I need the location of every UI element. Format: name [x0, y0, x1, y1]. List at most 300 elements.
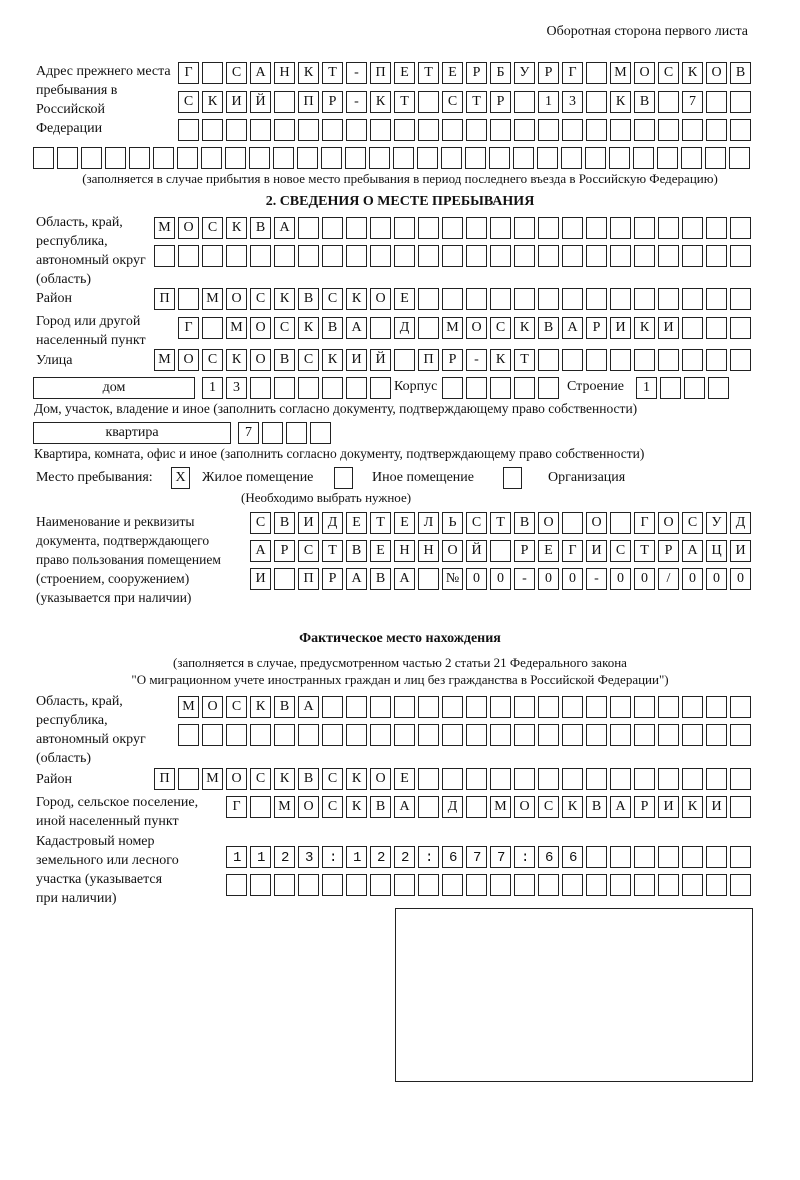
char-cell[interactable]: А — [394, 568, 415, 590]
char-cell[interactable]: Т — [634, 540, 655, 562]
char-cell[interactable] — [322, 245, 343, 267]
char-cell[interactable] — [538, 724, 559, 746]
char-cell[interactable] — [610, 768, 631, 790]
char-cell[interactable]: Й — [370, 349, 391, 371]
char-cell[interactable]: М — [178, 696, 199, 718]
char-cell[interactable]: П — [298, 568, 319, 590]
char-cell[interactable] — [538, 217, 559, 239]
char-cell[interactable]: С — [682, 512, 703, 534]
char-cell[interactable] — [370, 245, 391, 267]
char-cell[interactable] — [730, 245, 751, 267]
char-cell[interactable]: У — [706, 512, 727, 534]
char-cell[interactable]: П — [370, 62, 391, 84]
char-cell[interactable] — [586, 768, 607, 790]
char-cell[interactable] — [250, 874, 271, 896]
char-cell[interactable] — [610, 724, 631, 746]
char-cell[interactable] — [682, 245, 703, 267]
char-cell[interactable] — [226, 119, 247, 141]
char-cell[interactable] — [394, 724, 415, 746]
char-cell[interactable] — [706, 696, 727, 718]
char-cell[interactable] — [514, 768, 535, 790]
char-cell[interactable]: 7 — [682, 91, 703, 113]
char-cell[interactable] — [346, 377, 367, 399]
stay-option-checkbox[interactable] — [334, 467, 353, 489]
char-cell[interactable]: Р — [274, 540, 295, 562]
char-cell[interactable] — [298, 377, 319, 399]
char-cell[interactable] — [202, 317, 223, 339]
char-cell[interactable]: Т — [394, 91, 415, 113]
char-cell[interactable] — [418, 696, 439, 718]
char-cell[interactable] — [442, 245, 463, 267]
char-cell[interactable]: С — [658, 62, 679, 84]
char-cell[interactable]: / — [658, 568, 679, 590]
char-cell[interactable] — [442, 696, 463, 718]
house-type-field[interactable]: дом — [33, 377, 195, 399]
char-cell[interactable] — [586, 91, 607, 113]
char-cell[interactable] — [706, 91, 727, 113]
char-cell[interactable]: А — [298, 696, 319, 718]
char-cell[interactable] — [514, 119, 535, 141]
char-cell[interactable]: С — [250, 288, 271, 310]
char-cell[interactable]: О — [178, 217, 199, 239]
char-cell[interactable] — [586, 724, 607, 746]
char-cell[interactable]: К — [298, 62, 319, 84]
char-cell[interactable]: А — [562, 317, 583, 339]
stay-option-checkbox[interactable]: X — [171, 467, 190, 489]
char-cell[interactable] — [562, 288, 583, 310]
char-cell[interactable]: В — [586, 796, 607, 818]
char-cell[interactable]: - — [346, 91, 367, 113]
char-cell[interactable] — [610, 119, 631, 141]
char-cell[interactable] — [202, 245, 223, 267]
char-cell[interactable]: К — [682, 62, 703, 84]
char-cell[interactable]: К — [346, 288, 367, 310]
char-cell[interactable]: Т — [322, 62, 343, 84]
char-cell[interactable]: О — [250, 349, 271, 371]
char-cell[interactable]: 1 — [636, 377, 657, 399]
char-cell[interactable] — [466, 119, 487, 141]
char-cell[interactable] — [634, 696, 655, 718]
char-cell[interactable] — [514, 696, 535, 718]
char-cell[interactable] — [610, 217, 631, 239]
char-cell[interactable] — [658, 724, 679, 746]
char-cell[interactable]: К — [250, 696, 271, 718]
char-cell[interactable] — [586, 217, 607, 239]
char-cell[interactable] — [178, 724, 199, 746]
char-cell[interactable] — [225, 147, 246, 169]
char-cell[interactable] — [490, 119, 511, 141]
char-cell[interactable]: Д — [442, 796, 463, 818]
char-cell[interactable]: И — [658, 317, 679, 339]
char-cell[interactable] — [441, 147, 462, 169]
char-cell[interactable] — [610, 874, 631, 896]
char-cell[interactable]: Т — [466, 91, 487, 113]
char-cell[interactable]: К — [634, 317, 655, 339]
char-cell[interactable] — [370, 377, 391, 399]
char-cell[interactable] — [369, 147, 390, 169]
char-cell[interactable]: С — [490, 317, 511, 339]
char-cell[interactable] — [610, 696, 631, 718]
char-cell[interactable] — [202, 62, 223, 84]
char-cell[interactable]: О — [226, 288, 247, 310]
char-cell[interactable] — [394, 874, 415, 896]
char-cell[interactable] — [634, 119, 655, 141]
char-cell[interactable] — [273, 147, 294, 169]
char-cell[interactable] — [345, 147, 366, 169]
char-cell[interactable] — [538, 288, 559, 310]
char-cell[interactable] — [634, 288, 655, 310]
char-cell[interactable] — [609, 147, 630, 169]
char-cell[interactable] — [490, 540, 511, 562]
char-cell[interactable]: Р — [490, 91, 511, 113]
char-cell[interactable] — [418, 317, 439, 339]
char-cell[interactable] — [730, 91, 751, 113]
char-cell[interactable] — [129, 147, 150, 169]
char-cell[interactable]: О — [706, 62, 727, 84]
char-cell[interactable] — [538, 768, 559, 790]
char-cell[interactable] — [250, 119, 271, 141]
char-cell[interactable]: К — [274, 288, 295, 310]
char-cell[interactable]: В — [346, 540, 367, 562]
char-cell[interactable]: В — [514, 512, 535, 534]
char-cell[interactable]: В — [298, 288, 319, 310]
char-cell[interactable]: 3 — [226, 377, 247, 399]
char-cell[interactable]: К — [682, 796, 703, 818]
char-cell[interactable] — [706, 119, 727, 141]
char-cell[interactable]: А — [250, 540, 271, 562]
char-cell[interactable]: А — [250, 62, 271, 84]
char-cell[interactable]: В — [730, 62, 751, 84]
char-cell[interactable] — [178, 288, 199, 310]
char-cell[interactable] — [490, 768, 511, 790]
char-cell[interactable]: П — [418, 349, 439, 371]
char-cell[interactable] — [562, 217, 583, 239]
char-cell[interactable] — [442, 119, 463, 141]
char-cell[interactable]: А — [394, 796, 415, 818]
char-cell[interactable]: - — [514, 568, 535, 590]
char-cell[interactable] — [346, 245, 367, 267]
char-cell[interactable] — [586, 288, 607, 310]
char-cell[interactable] — [274, 119, 295, 141]
char-cell[interactable]: 0 — [490, 568, 511, 590]
char-cell[interactable] — [322, 217, 343, 239]
char-cell[interactable] — [370, 724, 391, 746]
char-cell[interactable] — [274, 724, 295, 746]
char-cell[interactable]: М — [274, 796, 295, 818]
char-cell[interactable] — [250, 245, 271, 267]
char-cell[interactable]: К — [490, 349, 511, 371]
char-cell[interactable]: Е — [346, 512, 367, 534]
char-cell[interactable] — [310, 422, 331, 444]
char-cell[interactable] — [682, 696, 703, 718]
char-cell[interactable]: С — [226, 696, 247, 718]
char-cell[interactable] — [658, 768, 679, 790]
char-cell[interactable] — [514, 288, 535, 310]
char-cell[interactable]: О — [202, 696, 223, 718]
char-cell[interactable] — [682, 874, 703, 896]
char-cell[interactable]: И — [658, 796, 679, 818]
char-cell[interactable]: М — [226, 317, 247, 339]
char-cell[interactable] — [33, 147, 54, 169]
char-cell[interactable] — [298, 217, 319, 239]
char-cell[interactable] — [633, 147, 654, 169]
char-cell[interactable]: М — [154, 349, 175, 371]
char-cell[interactable] — [586, 696, 607, 718]
char-cell[interactable]: Е — [394, 768, 415, 790]
char-cell[interactable] — [442, 217, 463, 239]
char-cell[interactable] — [610, 349, 631, 371]
char-cell[interactable] — [514, 377, 535, 399]
char-cell[interactable] — [249, 147, 270, 169]
char-cell[interactable] — [706, 349, 727, 371]
char-cell[interactable] — [658, 217, 679, 239]
char-cell[interactable] — [586, 349, 607, 371]
char-cell[interactable]: Г — [634, 512, 655, 534]
char-cell[interactable]: А — [610, 796, 631, 818]
char-cell[interactable] — [370, 119, 391, 141]
char-cell[interactable] — [274, 874, 295, 896]
char-cell[interactable]: 0 — [562, 568, 583, 590]
char-cell[interactable] — [418, 217, 439, 239]
char-cell[interactable]: Д — [322, 512, 343, 534]
char-cell[interactable]: Д — [730, 512, 751, 534]
char-cell[interactable] — [682, 217, 703, 239]
char-cell[interactable] — [442, 288, 463, 310]
char-cell[interactable] — [586, 62, 607, 84]
char-cell[interactable] — [610, 512, 631, 534]
char-cell[interactable]: Т — [418, 62, 439, 84]
char-cell[interactable] — [490, 874, 511, 896]
char-cell[interactable]: С — [322, 288, 343, 310]
char-cell[interactable] — [514, 217, 535, 239]
char-cell[interactable] — [634, 349, 655, 371]
char-cell[interactable]: К — [226, 349, 247, 371]
char-cell[interactable] — [514, 874, 535, 896]
char-cell[interactable]: А — [346, 317, 367, 339]
char-cell[interactable] — [682, 768, 703, 790]
char-cell[interactable] — [250, 796, 271, 818]
char-cell[interactable]: Р — [322, 91, 343, 113]
char-cell[interactable]: - — [346, 62, 367, 84]
char-cell[interactable] — [418, 91, 439, 113]
char-cell[interactable] — [346, 119, 367, 141]
char-cell[interactable] — [706, 288, 727, 310]
char-cell[interactable] — [658, 696, 679, 718]
char-cell[interactable] — [730, 317, 751, 339]
char-cell[interactable]: Т — [490, 512, 511, 534]
char-cell[interactable]: К — [202, 91, 223, 113]
char-cell[interactable]: М — [490, 796, 511, 818]
char-cell[interactable]: С — [250, 768, 271, 790]
char-cell[interactable]: О — [298, 796, 319, 818]
char-cell[interactable] — [322, 696, 343, 718]
char-cell[interactable]: Т — [322, 540, 343, 562]
char-cell[interactable] — [154, 245, 175, 267]
char-cell[interactable] — [730, 119, 751, 141]
char-cell[interactable]: Д — [394, 317, 415, 339]
char-cell[interactable] — [250, 724, 271, 746]
char-cell[interactable] — [706, 874, 727, 896]
char-cell[interactable]: Н — [418, 540, 439, 562]
char-cell[interactable]: 3 — [562, 91, 583, 113]
char-cell[interactable] — [658, 119, 679, 141]
char-cell[interactable]: К — [274, 768, 295, 790]
char-cell[interactable]: Г — [178, 62, 199, 84]
char-cell[interactable]: Г — [226, 796, 247, 818]
char-cell[interactable] — [226, 874, 247, 896]
char-cell[interactable] — [490, 288, 511, 310]
char-cell[interactable] — [730, 724, 751, 746]
char-cell[interactable]: С — [298, 349, 319, 371]
char-cell[interactable] — [658, 349, 679, 371]
char-cell[interactable]: С — [250, 512, 271, 534]
char-cell[interactable]: Р — [538, 62, 559, 84]
char-cell[interactable]: И — [298, 512, 319, 534]
char-cell[interactable] — [730, 217, 751, 239]
char-cell[interactable]: Е — [394, 288, 415, 310]
char-cell[interactable] — [706, 317, 727, 339]
char-cell[interactable] — [537, 147, 558, 169]
char-cell[interactable]: С — [226, 62, 247, 84]
char-cell[interactable]: И — [226, 91, 247, 113]
char-cell[interactable]: Й — [466, 540, 487, 562]
char-cell[interactable] — [393, 147, 414, 169]
char-cell[interactable]: В — [538, 317, 559, 339]
char-cell[interactable] — [370, 217, 391, 239]
char-cell[interactable] — [57, 147, 78, 169]
char-cell[interactable] — [538, 377, 559, 399]
char-cell[interactable] — [346, 696, 367, 718]
char-cell[interactable]: Г — [562, 540, 583, 562]
char-cell[interactable] — [730, 288, 751, 310]
char-cell[interactable]: П — [298, 91, 319, 113]
char-cell[interactable]: 0 — [706, 568, 727, 590]
char-cell[interactable] — [514, 91, 535, 113]
char-cell[interactable]: К — [514, 317, 535, 339]
char-cell[interactable]: М — [202, 768, 223, 790]
char-cell[interactable]: 1 — [538, 91, 559, 113]
char-cell[interactable] — [682, 119, 703, 141]
char-cell[interactable] — [346, 874, 367, 896]
char-cell[interactable]: О — [370, 288, 391, 310]
char-cell[interactable]: Е — [370, 540, 391, 562]
char-cell[interactable]: О — [178, 349, 199, 371]
char-cell[interactable]: Н — [394, 540, 415, 562]
char-cell[interactable] — [418, 288, 439, 310]
char-cell[interactable]: 0 — [682, 568, 703, 590]
char-cell[interactable] — [418, 724, 439, 746]
char-cell[interactable]: С — [466, 512, 487, 534]
char-cell[interactable] — [658, 245, 679, 267]
char-cell[interactable]: Г — [178, 317, 199, 339]
char-cell[interactable]: С — [538, 796, 559, 818]
char-cell[interactable]: 0 — [538, 568, 559, 590]
char-cell[interactable] — [705, 147, 726, 169]
char-cell[interactable]: А — [346, 568, 367, 590]
char-cell[interactable]: Р — [466, 62, 487, 84]
char-cell[interactable] — [322, 724, 343, 746]
char-cell[interactable]: Р — [658, 540, 679, 562]
char-cell[interactable]: В — [274, 349, 295, 371]
char-cell[interactable]: О — [226, 768, 247, 790]
char-cell[interactable]: К — [322, 349, 343, 371]
char-cell[interactable] — [346, 217, 367, 239]
char-cell[interactable] — [153, 147, 174, 169]
char-cell[interactable]: О — [370, 768, 391, 790]
char-cell[interactable] — [274, 377, 295, 399]
char-cell[interactable] — [682, 724, 703, 746]
char-cell[interactable] — [370, 317, 391, 339]
char-cell[interactable]: В — [322, 317, 343, 339]
char-cell[interactable]: № — [442, 568, 463, 590]
char-cell[interactable] — [466, 245, 487, 267]
char-cell[interactable]: 0 — [610, 568, 631, 590]
char-cell[interactable]: 0 — [466, 568, 487, 590]
char-cell[interactable] — [490, 377, 511, 399]
char-cell[interactable] — [105, 147, 126, 169]
char-cell[interactable]: Ц — [706, 540, 727, 562]
char-cell[interactable] — [321, 147, 342, 169]
char-cell[interactable]: О — [250, 317, 271, 339]
char-cell[interactable] — [538, 696, 559, 718]
char-cell[interactable] — [562, 874, 583, 896]
flat-type-field[interactable]: квартира — [33, 422, 231, 444]
char-cell[interactable]: Е — [538, 540, 559, 562]
char-cell[interactable]: 1 — [202, 377, 223, 399]
char-cell[interactable] — [634, 874, 655, 896]
char-cell[interactable]: М — [154, 217, 175, 239]
char-cell[interactable] — [466, 724, 487, 746]
char-cell[interactable]: В — [250, 217, 271, 239]
char-cell[interactable] — [730, 874, 751, 896]
char-cell[interactable] — [684, 377, 705, 399]
char-cell[interactable] — [538, 119, 559, 141]
char-cell[interactable] — [562, 768, 583, 790]
char-cell[interactable]: В — [274, 696, 295, 718]
char-cell[interactable] — [201, 147, 222, 169]
char-cell[interactable] — [442, 768, 463, 790]
char-cell[interactable]: О — [442, 540, 463, 562]
char-cell[interactable] — [274, 245, 295, 267]
char-cell[interactable] — [562, 512, 583, 534]
char-cell[interactable] — [442, 377, 463, 399]
char-cell[interactable] — [226, 724, 247, 746]
char-cell[interactable] — [394, 696, 415, 718]
char-cell[interactable]: К — [298, 317, 319, 339]
char-cell[interactable]: П — [154, 288, 175, 310]
char-cell[interactable]: С — [610, 540, 631, 562]
char-cell[interactable] — [81, 147, 102, 169]
char-cell[interactable] — [465, 147, 486, 169]
char-cell[interactable]: К — [226, 217, 247, 239]
char-cell[interactable]: В — [634, 91, 655, 113]
char-cell[interactable] — [489, 147, 510, 169]
char-cell[interactable]: П — [154, 768, 175, 790]
char-cell[interactable] — [418, 119, 439, 141]
char-cell[interactable] — [730, 349, 751, 371]
char-cell[interactable] — [658, 288, 679, 310]
char-cell[interactable] — [394, 217, 415, 239]
char-cell[interactable]: М — [442, 317, 463, 339]
char-cell[interactable] — [418, 874, 439, 896]
char-cell[interactable] — [585, 147, 606, 169]
char-cell[interactable]: О — [634, 62, 655, 84]
char-cell[interactable]: Т — [370, 512, 391, 534]
char-cell[interactable]: - — [586, 568, 607, 590]
stay-option-checkbox[interactable] — [503, 467, 522, 489]
char-cell[interactable] — [634, 768, 655, 790]
char-cell[interactable] — [226, 245, 247, 267]
